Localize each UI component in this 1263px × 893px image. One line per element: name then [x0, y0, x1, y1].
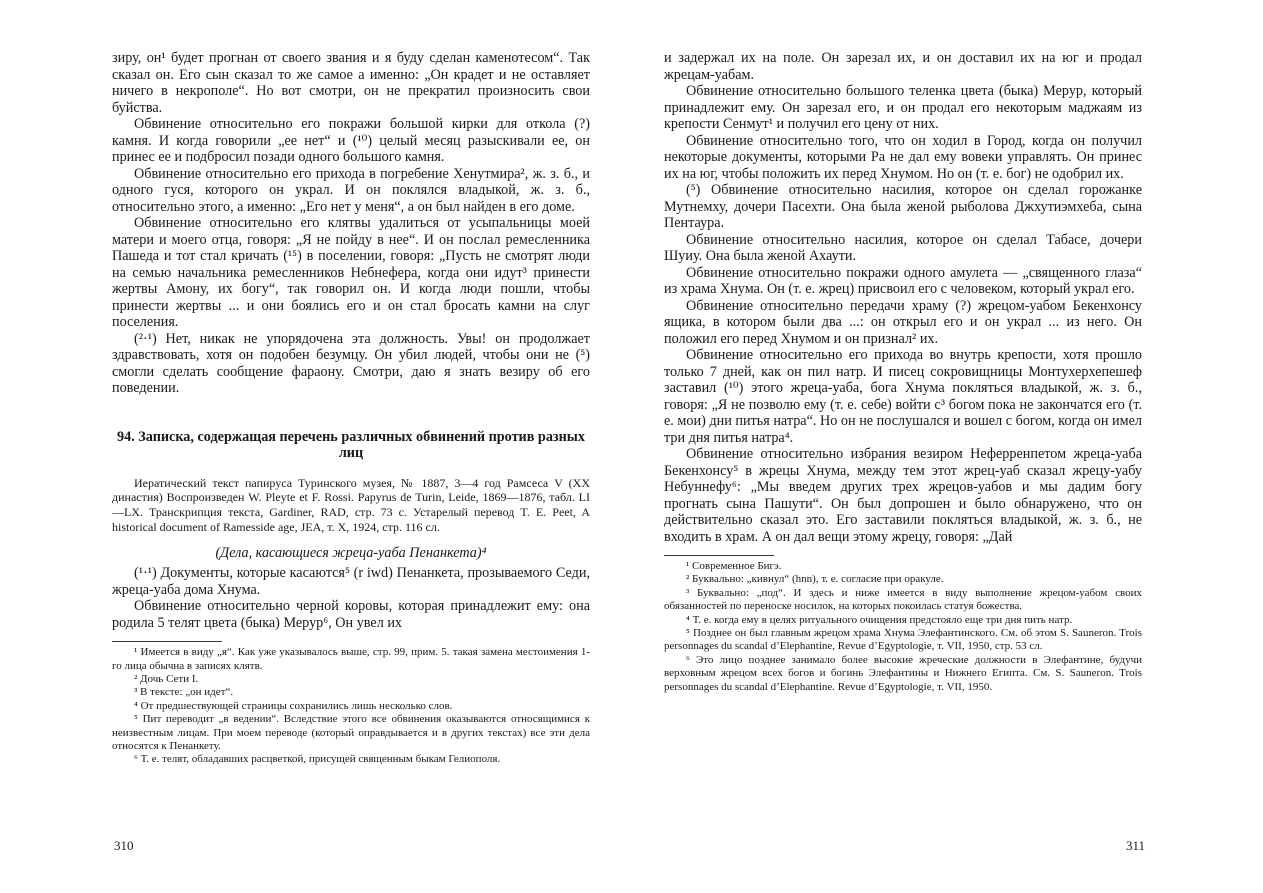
- paragraph: Обвинение относительно его покражи большой кирки для откола (?) камня. И когда говорили „ее нет“ и (¹⁰) целый месяц разыскивали ее, он принес ее и подбросил позади одного большого камня.: [112, 116, 590, 165]
- paragraph: и задержал их на поле. Он зарезал их, и он доставил их на юг и продал жрецам-уабам.: [664, 50, 1142, 83]
- footnote: ⁵ Позднее он был главным жрецом храма Хнума Элефантинского. См. об этом S. Sauneron. Trois personnages du scandal d’Elephantine, Revue d’Egyptologie, т. VII, 1950, стр. 53 сл.: [664, 627, 1142, 653]
- footnote: ⁶ Это лицо позднее занимало более высокие жреческие должности в Элефантине, будучи верховным жрецом всех богов и богинь Элефантины и Нижнего Египта. См. S. Sauneron. Trois personnages du scandal d’Elephantine. Revue d’Egyptologie, т. VII, 1950.: [664, 653, 1142, 693]
- footnote: ⁶ Т. е. телят, обладавших расцветкой, присущей священным быкам Гелиополя.: [134, 753, 501, 766]
- footnote: ² Буквально: „кивнул“ (hnn), т. е. согласие при оракуле.: [686, 573, 944, 586]
- footnote: ⁵ Пит переводит „в ведении“. Вследствие этого все обвинения оказываются относящимися к неизвестным лицам. При моем переводе (который оправдывается и в других текстах) все эти дела относятся к Пенанкету.: [112, 713, 590, 753]
- footnote-divider: [112, 641, 222, 642]
- paragraph: Обвинение относительно передачи храму (?) жрецом-уабом Бекенхонсу ящика, в котором были два ...: он открыл его и он украл ... из него. Он положил его перед Хнумом и он признал² их.: [664, 297, 1142, 347]
- footnote-divider: [664, 555, 774, 556]
- right-page: [664, 50, 1142, 694]
- paragraph: Обвинение относительно покражи одного амулета — „священного глаза“ из храма Хнума. Он (т. е. жрец) присвоил его с человеком, который украл его.: [664, 264, 1142, 297]
- paragraph: (⁵) Обвинение относительно насилия, которое он сделал горожанке Мутнемху, дочери Пасехти. Она была женой рыболова Джхутиэмхеба, сына Пентаура.: [664, 182, 1142, 231]
- paragraph: Обвинение относительно того, что он ходил в Город, когда он получил некоторые документы, которыми Ра не дал ему вовеки управлять. Он принес их на юг, чтобы положить их перед Хнумом. Но он (т. е. бог) не одобрил их.: [664, 132, 1142, 182]
- paragraph: Обвинение относительно его прихода в погребение Хенутмира², ж. з. б., и одного гуся, которого он украл. И он поклялся владыкой, ж. з. б., относительно этого, а именно: „Его нет у меня“, а он был найден в его доме.: [112, 165, 590, 215]
- paragraph: Обвинение относительно насилия, которое он сделал Табасе, дочери Шуиу. Она была женой Ахаути.: [664, 231, 1142, 264]
- paragraph: зиру, он¹ будет прогнан от своего звания и я буду сделан каменотесом“. Так сказал он. Его сын сказал то же самое а именно: „Он крадет и не оставляет ничего в некрополе“. Но вот смотри, он не прекратил произносить свои буйства.: [112, 50, 590, 116]
- section-heading: 94. Записка, содержащая перечень различных обвинений против разных лиц: [117, 428, 585, 461]
- paragraph: Обвинение относительно черной коровы, которая принадлежит ему: она родила 5 телят цвета (быка) Меруp⁶, Он увел их: [112, 598, 590, 631]
- footnote: ⁴ От предшествующей страницы сохранились лишь несколько слов.: [134, 699, 453, 712]
- paragraph: Обвинение относительно избрания везиром Неферренпетом жреца-уаба Бекенхонсу⁵ в жрецы Хнума, между тем этот жрец-уаб сказал жрецу-уабу Небуннефу⁶: „Мы введем других трех жрецов-уабов и мы дадим богу прогнать сына Пашути“. Он был допрошен и было обнаружено, что он действительно сказал это. Его заставили покляться владыкой, ж. з. б., не входить в храм. А он дал вещи этому жрецу, говоря: „Дай: [664, 446, 1142, 545]
- paragraph: Обвинение относительно его прихода во внутрь крепости, хотя прошло только 7 дней, как он пил натр. И писец сокровищницы Монтухерхепешеф заставил (¹⁰) этого жреца-уаба, бога Хнума покляться владыкой, ж. з. б., говоря: „Я не позволю ему (т. е. себе) войти с³ богом пока не закончатся его (т. е. мои) дни питья натра“. Но он не послушался и вошел с богом, когда он имел три дня питья натра⁴.: [664, 347, 1142, 446]
- page-number: 310: [114, 838, 134, 853]
- footnote: ² Дочь Сети I.: [134, 673, 199, 685]
- left-page: [112, 50, 590, 767]
- footnote: ³ В тексте: „он идет“.: [134, 686, 234, 699]
- footnote: ¹ Современное Бигэ.: [686, 560, 782, 572]
- footnote: ³ Буквально: „под“. И здесь и ниже имеется в виду выполнение жрецом-уабом своих обязанностей по переноске носилок, на которых покоилась статуя божества.: [664, 586, 1142, 613]
- source-note: Иератический текст папируса Туринского музея, № 1887, 3—4 год Рамсеса V (XX династия) Воспроизведен W. Pleyte et F. Rossi. Papyrus de Turin, Leide, 1869—1876, табл. LI—LX. Транскрипция текста, Gardiner, RAD, стр. 73 с. Устарелый перевод T. E. Peet, A historical document of Ramesside age, JEA, т. X, 1924, стр. 116 сл.: [112, 475, 590, 534]
- paragraph: Обвинение относительно большого теленка цвета (быка) Меруp, который принадлежит ему. Он зарезал его, и он продал его некоторым маджаям из крепости Сенмут¹ и получил его цену от них.: [664, 83, 1142, 132]
- footnote: ¹ Имеется в виду „я“. Как уже указывалось выше, стр. 99, прим. 5. такая замена местоимения 1-го лица обычна в записях клятв.: [112, 646, 590, 672]
- paragraph: Обвинение относительно его клятвы удалиться от усыпальницы моей матери и моего отца, говоря: „Я не пойду в нее“. И он послал ремесленника Пашеда и тот стал кричать (¹⁵) в поселении, говоря: „Пусть не смотрят люди на семью начальника ремесленников Небнефера, когда они идут³ принести жертвы Амону, их богу“, так говорил он. И когда люди пошли, чтобы принести жертвы ... и они боялись его и он стал бросать камни на слуг поселения.: [112, 215, 590, 330]
- page-number: 311: [1126, 838, 1146, 853]
- subsection-heading: (Дела, касающиеся жреца-уаба Пенанкета)⁴: [215, 544, 487, 561]
- paragraph: (¹·¹) Документы, которые касаются⁵ (r iwd) Пенанкета, прозываемого Седи, жреца-уаба дома Хнума.: [112, 565, 590, 598]
- footnote: ⁴ Т. е. когда ему в целях ритуального очищения предстояло еще три дня пить натр.: [686, 613, 1073, 626]
- paragraph: (²·¹) Нет, никак не упорядочена эта должность. Увы! он продолжает здравствовать, хотя он подобен безумцу. Он убил людей, чтобы они не (⁵) смогли сделать сообщение фараону. Смотри, даю я знать везиру об его поведении.: [112, 330, 590, 396]
